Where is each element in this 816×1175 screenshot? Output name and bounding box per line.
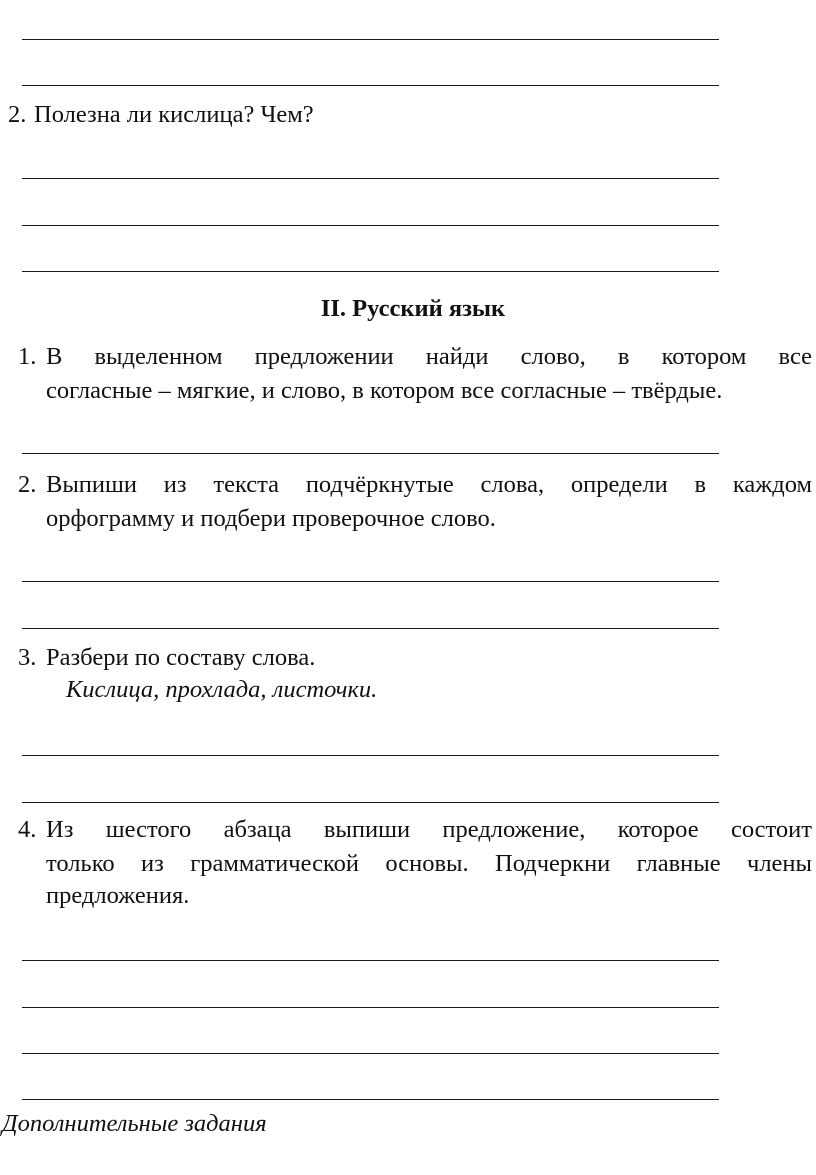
task-text-line: только из грамматической основы. Подчеркни главные члены bbox=[46, 850, 812, 877]
question-text: Полезна ли кислица? Чем? bbox=[34, 101, 314, 128]
extra-tasks-heading: Дополнительные задания bbox=[2, 1110, 267, 1137]
answer-line[interactable] bbox=[22, 1053, 719, 1054]
answer-line[interactable] bbox=[22, 39, 719, 40]
answer-line[interactable] bbox=[22, 1099, 719, 1100]
task-number: 2. bbox=[18, 471, 37, 498]
task-text-line: Выпиши из текста подчёркнутые слова, определи в каждом bbox=[46, 471, 812, 498]
task-text-line: предложения. bbox=[46, 882, 190, 909]
task-number: 3. bbox=[18, 644, 37, 671]
answer-line[interactable] bbox=[22, 960, 719, 961]
answer-line[interactable] bbox=[22, 628, 719, 629]
section-title: II. Русский язык bbox=[320, 295, 506, 322]
answer-line[interactable] bbox=[22, 1007, 719, 1008]
answer-line[interactable] bbox=[22, 755, 719, 756]
task-text-line: согласные – мягкие, и слово, в котором все согласные – твёрдые. bbox=[46, 377, 723, 404]
answer-line[interactable] bbox=[22, 85, 719, 86]
answer-line[interactable] bbox=[22, 225, 719, 226]
answer-line[interactable] bbox=[22, 802, 719, 803]
task-number: 4. bbox=[18, 816, 37, 843]
answer-line[interactable] bbox=[22, 581, 719, 582]
task-text-line: Разбери по составу слова. bbox=[46, 644, 316, 671]
task-text-line: В выделенном предложении найди слово, в котором все bbox=[46, 343, 812, 370]
task-number: 1. bbox=[18, 343, 37, 370]
task-words: Кислица, прохлада, листочки. bbox=[66, 676, 378, 703]
question-number: 2. bbox=[8, 101, 27, 128]
answer-line[interactable] bbox=[22, 453, 719, 454]
answer-line[interactable] bbox=[22, 178, 719, 179]
task-text-line: орфограмму и подбери проверочное слово. bbox=[46, 505, 496, 532]
task-text-line: Из шестого абзаца выпиши предложение, которое состоит bbox=[46, 816, 812, 843]
answer-line[interactable] bbox=[22, 271, 719, 272]
